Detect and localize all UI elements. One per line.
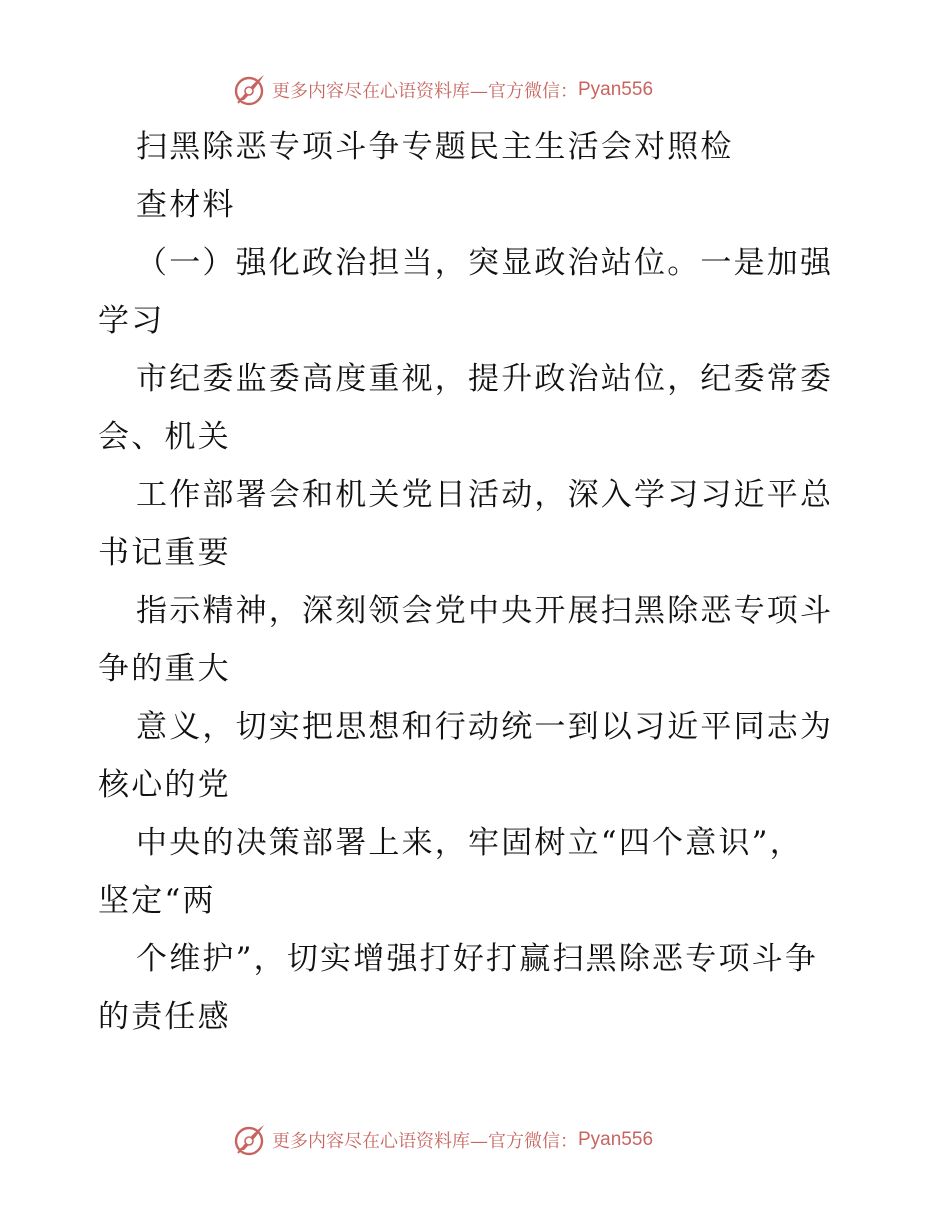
paragraph-line: 争的重大: [98, 651, 231, 687]
paragraph-line: 中央的决策部署上来，牢固树立“四个意识”，: [136, 825, 803, 861]
header-banner: [232, 72, 653, 108]
paragraph-line: 市纪委监委高度重视，提升政治站位，纪委常委: [136, 361, 834, 397]
paragraph-line: 指示精神，深刻领会党中央开展扫黑除恶专项斗: [136, 593, 834, 629]
paragraph-line: 书记重要: [98, 535, 231, 571]
banner-wechat-id: Pyan556: [578, 79, 654, 100]
paragraph-line: 会、机关: [98, 419, 231, 455]
paragraph-line: 的责任感: [98, 999, 231, 1035]
title-line-2: 查材料: [136, 187, 236, 223]
quill-logo-icon: [232, 72, 268, 108]
banner-wechat-id: Pyan556: [578, 1129, 654, 1150]
banner-text: 更多内容尽在心语资料库—官方微信：: [272, 1131, 578, 1152]
paragraph-line: 意义，切实把思想和行动统一到以习近平同志为: [136, 709, 834, 745]
paragraph-line: 工作部署会和机关党日活动，深入学习习近平总: [136, 477, 834, 513]
paragraph-line: （一）强化政治担当，突显政治站位。一是加强: [136, 245, 834, 281]
paragraph-line: 核心的党: [98, 767, 231, 803]
banner-text: 更多内容尽在心语资料库—官方微信：: [272, 81, 578, 102]
title-line-1: 扫黑除恶专项斗争专题民主生活会对照检: [136, 129, 734, 165]
paragraph-line: 学习: [98, 303, 165, 339]
paragraph-line: 坚定“两: [98, 883, 216, 919]
footer-banner: [232, 1122, 653, 1158]
paragraph-line: 个维护”，切实增强打好打赢扫黑除恶专项斗争: [136, 941, 819, 977]
quill-logo-icon: [232, 1122, 268, 1158]
